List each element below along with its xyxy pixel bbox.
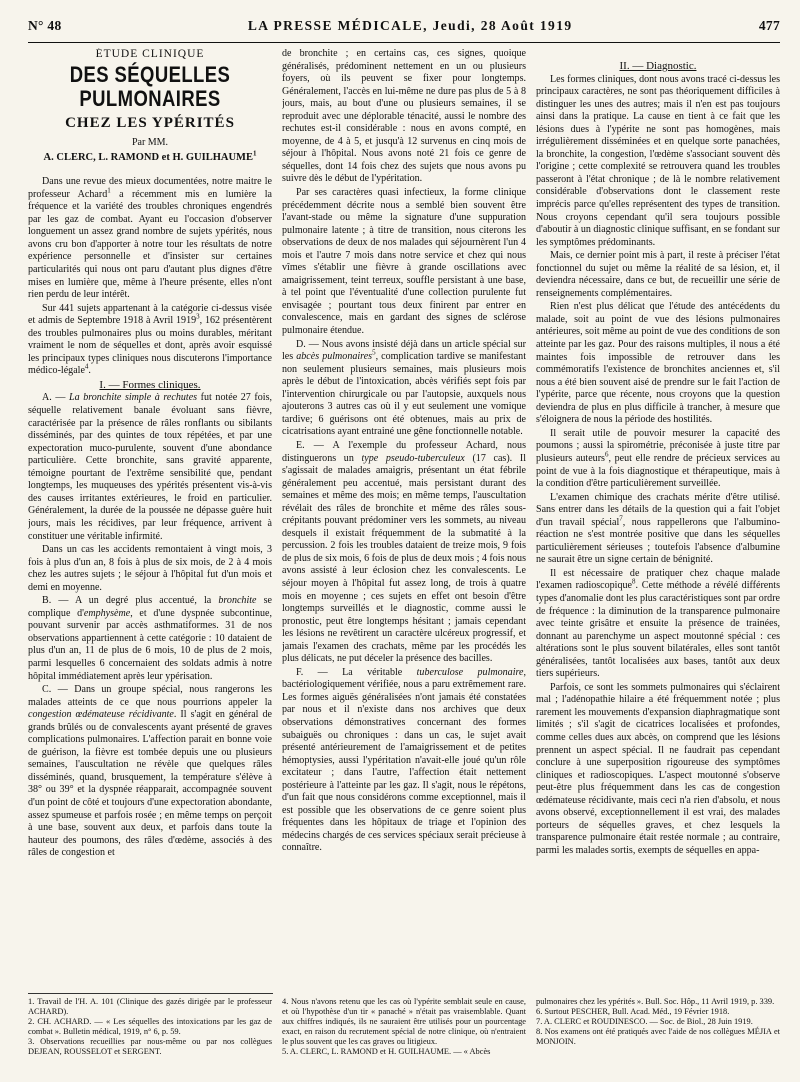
footnote-5-continued: pulmonaires chez les ypérités ». Bull. Soc. Hôp., 11 Avril 1919, p. 339. [536,997,775,1006]
footnote-1: 1. Travail de l'H. A. 101 (Clinique des gazés dirigée par le professeur ACHARD). [28,997,272,1016]
footnotes [28,997,780,1077]
footnote-7: 7. A. CLERC et ROUDINESCO. — Soc. de Biol., 28 Juin 1919. [536,1017,753,1026]
intro-paragraph-2: Sur 441 sujets appartenant à la catégorie ci-dessus visée et admis de Septembre 1918 à Avril 1919$^3$, 162 présentèrent des troubles pulmonaires plus ou moins durables, méritant vraiment le nom de séquelles et dont, après avoir esquissé les principaux types cliniques nous discuterons l'importance médico-légale$^4$. [28,302,272,377]
footnote-4: 4. Nous n'avons retenu que les cas où l'ypérite semblait seule en cause, et où l'hypothèse d'un tir « panaché » n'était pas vraisemblable. Quant aux chiffres indiqués, ils ne sauraient être utilisés pour un pourcentage exact, en raison du recrutement spécial de notre clinique, où n'entraient le plus souvent que les cas graves ou litigieux. [282,997,526,1046]
diagnosis-paragraph-3: Rien n'est plus délicat que l'étude des antécédents du malade, soit au point de vue des lésions pulmonaires antérieures, soit même au point de vue des conditions de son atteinte par les gaz. Pour des raisons multiples, il nous a été maintes fois impossible de retrouver dans les commémoratifs l'existence de bronchites anciennes et, s'il nous a été bien souvent aisé de prendre sur le fait l'action de l'ypérite, parce que récente, nous croyons que la question deviendra de plus en plus difficile à trancher, à mesure que s'éloignera de nous la période des hostilités. [536,301,780,426]
diagnosis-paragraph-2: Mais, ce dernier point mis à part, il reste à préciser l'état fonctionnel du sujet ou même la réalité de sa lésion, et, il deviendra nécessaire, dans ce but, de recueillir une série de renseignements complémentaires. [536,250,780,299]
column-3 [536,48,780,990]
journal-title: LA PRESSE MÉDICALE, Jeudi, 28 Août 1919 [247,18,573,33]
article-kicker: ÉTUDE CLINIQUE [95,48,205,60]
paragraph-f: F. — La véritable tuberculose pulmonaire, bactériologiquement vérifiée, nous a paru extrêmement rare. Les formes aiguës généralisées n'ont jamais été constatées par nous et il n'existe dans nos archives que deux observations démonstratives concernant des formes subaiguës ou chroniques : dans un cas, le sujet avait présenté antérieurement de l'amaigrissement et de petites hémoptysies, aussi l'ypéritation n'avait-elle joué qu'un rôle excitateur ; dans l'autre, l'affection était nettement postérieure à l'atteinte par les gaz. Il s'agit, nous le répétons, d'un fait que nous considérons comme exceptionnel, mais il est possible que les observations de ce genre soient plus fréquentes dans les hôpitaux de triage et l'opinion des médecins chargés de ces services spéciaux serait précieuse à connaître. [282,666,526,854]
footnotes-col-1 [28,997,272,1077]
issue-number: N° 48 [28,18,62,33]
footnotes-col-3 [536,997,780,1077]
diagnosis-paragraph-4: Il serait utile de pouvoir mesurer la capacité des poumons ; aussi la spirométrie, préconisée à juste titre par plusieurs auteurs$^6$, peut elle rendre de précieux services au point de vue à la fois diagnostique et thérapeutique, mais à la condition d'être particulièrement surveillée. [536,427,780,490]
footnote-8: 8. Nos examens ont été pratiqués avec l'aide de nos collègues MÉJIA et MONJOIN. [536,1027,780,1046]
diagnosis-paragraph-1: Les formes cliniques, dont nous avons tracé ci-dessus les principaux caractères, ne sont pas théoriquement difficiles à distinguer les unes des autres; mais il n'en est pas toujours ainsi dans la pratique. La cause en tient à ce fait que les lésions dues à l'ypérite ne sont pas homogènes, mais irrégulièrement disséminées et en quelque sorte panachées, la bronchite, la congestion, l'œdème s'associant souvent dès l'origine ; cette complexité se retrouvera quand les troubles passeront à l'état chronique ; de là le nombre relativement considérable d'observations dont le classement reste imprécis parce qu'elles représentent des types de transition. Nous croyons cependant qu'il sera toujours possible d'aboutir à un diagnostic clinique suffisant, en se fondant sur les symptômes prédominants. [536,73,780,248]
section-heading-clinical-forms: I. — Formes cliniques. [99,378,201,391]
byline-par: Par MM. [131,137,169,149]
paragraph-b: B. — A un degré plus accentué, la bronchite se complique d'emphysème, et d'une dyspnée subcontinue, pouvant survenir par accès asthmatiformes. 31 de nos observations appartiennent à cette catégorie : 10 dataient de plus d'un an, 11 de plus de 6 mois, 10 de plus de 2 mois, parmi lesquelles 6 concernaient des soldats admis à notre hôpital immédiatement après leur ypérisation. [28,595,272,682]
footnote-2: 2. CH. ACHARD. — « Les séquelles des intoxications par les gaz de combat ». Bulletin médical, 1919, n° 6, p. 59. [28,1017,272,1036]
paragraph-e: E. — A l'exemple du professeur Achard, nous distinguerons un type pseudo-tuberculeux (17 cas). Il s'agissait de malades amaigris, présentant un état fébrile généralement peu accentué, mais persistant durant des semaines et même des mois; en même temps, l'auscultation révélait des râles de bronchite et même des râles sous-crépitants pouvant prédominer vers les sommets, au niveau desquels il existait fréquemment de la submatité à la percussion. 2 fois les troubles dataient de treize mois, 9 fois de plus de six mois, 6 fois de plus de deux mois ; 4 fois nous avons assisté à leur éclosion chez les convalescents. Le séjour moyen à l'hôpital fut assez long, de trois à quatre mois en moyenne ; ces sujets en effet ont besoin d'être longtemps surveillés et le diagnostic, comme aussi le pronostic, peut être longtemps hésitant ; jamais cependant les lésions ne revêtirent un caractère ulcéreux progressif, et jamais l'examen des crachats, même par les procédés les plus délicats, ne put déceler la présence des bacilles. [282,439,526,665]
paragraph-transition: Par ses caractères quasi infectieux, la forme clinique précédemment décrite nous a semblé bien souvent être l'avant-stade ou même la signature d'une suppuration pulmonaire latente ; à titre de transition, nous citerons les observations de deux de nos malades qui séjournèrent l'un 4 mois et l'autre 7 mois dans notre service et chez qui nous vîmes s'établir une fièvre à grande oscillations avec amaigrissement, teint terreux, souffle persistant à une base, à tel point que l'éventualité d'une collection purulente fut envisagée ; pourtant tous deux finirent par entrer en convalescence, mais en gardant des signes de sclérose pulmonaire étendue. [282,187,526,337]
diagnosis-paragraph-6: Il est nécessaire de pratiquer chez chaque malade l'examen radioscopique$^8$. Cette méthode a révélé différents types d'anomalie dont les plus caractéristiques sont par ordre de fréquence : la diminution de la transparence pulmonaire avec teinte grisâtre et ensuite la présence de trainées, donnant au parenchyme un aspect moutonné spécial : ces altérations sont le plus souvent bilatérales, elles sont tantôt généralisées, tantôt localisées aux bases, tantôt aux deux tiers supérieurs. [536,567,780,680]
paragraph-c: C. — Dans un groupe spécial, nous rangerons les malades atteints de ce que nous pourrions appeler la congestion œdémateuse récidivante. Il s'agit en général de grands brûlés ou de convalescents ayant présenté de graves complications pulmonaires. L'affection parait en bonne voie de guérison, la fièvre est tombée depuis une ou plusieurs semaines, l'auscultation ne révèle que quelques râles disséminés, quand, brusquement, la température s'élève à 38° ou 39° et la dyspnée réapparait, accompagnée souvent d'un point de côté et toujours d'une expectoration abondante, assez spumeuse et parfois rosée ; en même temps on perçoit à une base, souvent aux deux, et parfois dans toute la hauteur des poumons, des râles d'œdème, associés à des râles de congestion et [28,684,272,859]
page-number: 477 [758,18,780,33]
running-head [28,18,780,38]
footnote-separator [28,993,273,994]
paragraph-c-continued: de bronchite ; en certains cas, ces signes, quoique généralisés, prédominent nettement en un ou plusieurs foyers, où ils peuvent se fixer pour longtemps. Généralement, l'accès en lui-même ne dure pas plus de 5 à 8 jours, mais, au bout d'une ou plusieurs semaines, il se reproduit avec une déplorable ténacité, aussi le nombre des rechutes est-il considérable : nous en avons compté, en moyenne, de 4 à 5, et jusqu'à 12 survenus en cinq mois de séjour à l'hôpital. Nous avons noté 21 fois ce genre de séquelles, dont 14 fois chez des sujets que nous avons pu suivre dès le début de l'ypéritation. [282,48,526,185]
footnote-5: 5. A. CLERC, L. RAMOND et H. GUILHAUME. — « Abcès [282,1047,491,1056]
intro-paragraph: Dans une revue des mieux documentées, notre maitre le professeur Achard$^1$ a récemment mis en lumière la fréquence et la variété des troubles chroniques engendrés par les gaz de combat. Ayant eu l'occasion d'observer longuement un assez grand nombre de sujets ypérités, nous avons cru bon d'apporter à notre tour les résultats de notre expérience personnelle et d'insister sur certaines particularités qui nous ont paru d'autant plus dignes d'être mises en lumière que, même à l'heure présente, elles n'ont rien perdu de leur intérêt. [28,176,272,301]
article-authors: A. CLERC, L. RAMOND et H. GUILHAUME$^1$ [43,149,257,163]
diagnosis-paragraph-5: L'examen chimique des crachats mérite d'être utilisé. Sans entrer dans les détails de la question qui a fait l'objet d'un travail spécial$^7$, nous rappellerons que l'albumino-réaction ne s'est montrée positive que dans les séquelles particulièrement sérieuses ; toutefois l'absence d'albumine ne saurait être un signe certain de bénignité. [536,491,780,566]
article-title: DES SÉQUELLES PULMONAIRES [69,61,231,111]
paragraph-a: A. — La bronchite simple à rechutes fut notée 27 fois, séquelle relativement banale évoluant sans fièvre, caractérisée par la présence de râles ronflants ou sibilants disséminés, par des quintes de toux répétées, et par une expectoration muco-purulente, souvent d'une abondance particulière. Cette bronchite, sans gravité apparente, témoigne pourtant de l'extrême sensibilité que, pendant longtemps, les muqueuses des ypérités présentent vis-à-vis des causes irritantes extérieures, le froid en particulier. Généralement, la durée de la poussée ne dépasse guère huit jours, mais les récidives, par leur fréquence, arrivent à constituer une véritable infirmité. [28,392,272,542]
footnote-6: 6. Surtout PESCHER, Bull. Acad. Méd., 19 Février 1918. [536,1007,730,1016]
column-2 [282,48,526,990]
column-1 [28,48,272,990]
article-subtitle: CHEZ LES YPÉRITÉS [65,114,235,131]
paragraph-d: D. — Nous avons insisté déjà dans un article spécial sur les abcès pulmonaires$^5$, complication tardive se manifestant non seulement plusieurs semaines, mais plusieurs mois après le début de l'intoxication, abcès vérifiés sept fois par l'intervention chirurgicale ou par l'autopsie, auxquels nous ajouterons 3 autres cas où il y eut seulement une vomique tardive; 6 guérisons ont été obtenues, mais au prix de cicatrisations ayant entrainé une gêne fonctionnelle notable. [282,338,526,438]
paragraph-a-2: Dans un cas les accidents remontaient à vingt mois, 3 fois à plus d'un an, 8 fois à plus de six mois, de 2 à 4 mois chez les autres sujets ; le séjour à l'hôpital fut d'un mois et demi en moyenne. [28,544,272,593]
header-rule [28,42,780,43]
article-body [28,48,780,990]
diagnosis-paragraph-7: Parfois, ce sont les sommets pulmonaires qui s'éclairent mal ; l'adénopathie hilaire a été fréquemment notée ; plus rarement les mouvements d'expansion diaphragmatique sont limités ; s'il s'agit de cicatrices localisées et profondes, comme celles dues aux abcès, on comprend que les lésions prennent un aspect spécial. Il ne faudrait pas cependant conclure à une superposition rigoureuse des symptômes cliniques et radioscopiques. L'aspect moutonné s'observe peut-être plus fréquemment dans les cas de congestion œdémateuse récidivante, mais ceci n'a rien d'absolu, et nous avons observé, exceptionnellement il est vrai, des malades porteurs de séquelles graves, et chez lesquels la transparence pulmonaire était restée normale ; au contraire, parmi les malades sortis, exempts de séquelles en appa- [536,681,780,856]
footnotes-col-2 [282,997,526,1077]
footnote-3: 3. Observations recueillies par nous-même ou par nos collègues DEJEAN, ROUSSELOT et SERGENT. [28,1037,272,1056]
section-heading-diagnosis: II. — Diagnostic. [619,60,697,72]
